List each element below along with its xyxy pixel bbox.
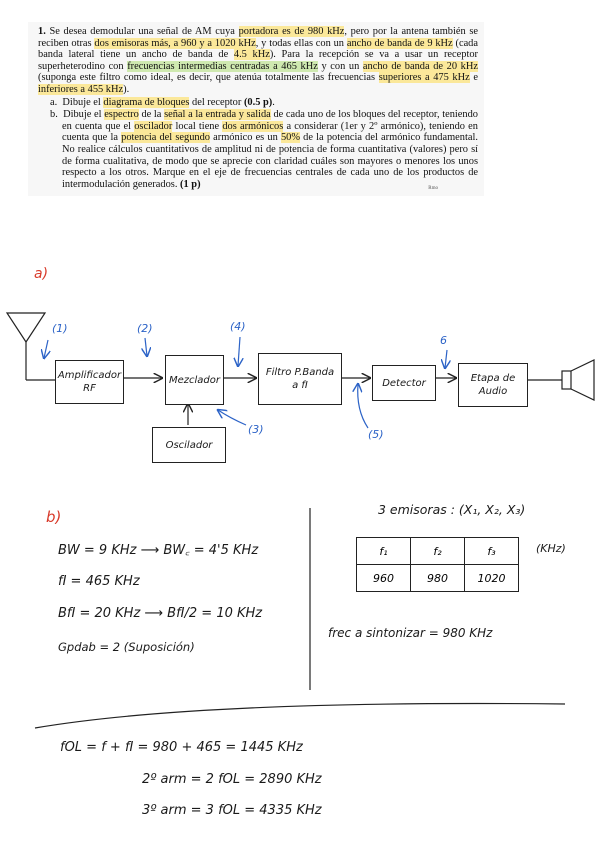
highlight: dos emisoras más, a 960 y a 1020 kHz: [94, 37, 256, 49]
calc-second-harmonic: 2º arm = 2 fOL = 2890 KHz: [142, 772, 322, 787]
table-cell: 1020: [465, 565, 519, 592]
block-bandpass-filter: [258, 353, 342, 405]
highlight: inferiores a 455 kHz: [38, 83, 124, 95]
signature: Rmo: [428, 185, 438, 191]
table-cell: 980: [411, 565, 465, 592]
test-point-1-arrow: [44, 340, 48, 358]
highlight: diagrama de bloques: [103, 96, 190, 108]
highlight: ancho de banda de 20 kHz: [362, 60, 478, 72]
block-rf-amplifier: Amplificador RF: [55, 360, 124, 404]
highlight: superiores a 475 kHz: [378, 72, 470, 84]
speaker-icon: [562, 360, 594, 400]
highlight: potencia del segundo: [121, 132, 210, 144]
highlight: portadora es de 980 kHz: [238, 26, 345, 37]
text: y con un: [321, 60, 360, 72]
table-header-cell: f₂: [411, 538, 465, 565]
text: ).: [123, 83, 130, 95]
equation-bandwidth: BW = 9 KHz ⟶ BW꜀ = 4'5 KHz: [58, 543, 259, 558]
text: (suponga este filtro como ideal, es decir, que atenúa totalmente las frecuencias: [38, 72, 376, 84]
question-label: a.: [50, 96, 58, 108]
calc-third-harmonic: 3º arm = 3 fOL = 4335 KHz: [142, 803, 322, 818]
horizontal-divider: [35, 704, 565, 729]
text: de cada uno de los bloques del receptor, teniendo en cuenta que el: [62, 109, 478, 132]
highlight: ancho de banda de 9 kHz: [346, 37, 453, 49]
test-point-5-arrow: [358, 384, 368, 428]
filter-label: Filtro P.Banda: [265, 367, 335, 378]
block-oscillator: Oscilador: [152, 427, 226, 463]
test-point-2-label: (2): [137, 322, 153, 335]
points: (0.5 p): [243, 96, 273, 108]
question-a: a. Dibuje el diagrama de bloques del receptor (0.5 p).: [50, 96, 275, 108]
highlight: 50%: [280, 132, 300, 144]
block-mixer: Mezclador: [165, 355, 224, 405]
text: del receptor: [192, 96, 242, 108]
highlight: señal a la entrada y salida: [164, 109, 271, 121]
points: (1 p): [180, 178, 201, 190]
stations-label: 3 emisoras : (X₁, X₂, X₃): [378, 502, 526, 517]
text: Dibuje el: [63, 109, 102, 121]
frequency-table: [356, 537, 519, 592]
test-point-4-arrow: [238, 337, 240, 366]
table-row: [357, 565, 519, 592]
question-label: b.: [50, 109, 58, 121]
text: Se desea demodular una señal de AM cuya: [49, 26, 235, 37]
table-row: [357, 538, 519, 565]
test-point-3-label: (3): [248, 423, 264, 436]
table-cell: 960: [357, 565, 411, 592]
table-unit: (KHz): [536, 542, 566, 555]
equation-if-bandwidth: BfI = 20 KHz ⟶ BfI/2 = 10 KHz: [58, 606, 263, 621]
highlight: 4.5 kHz: [233, 49, 270, 61]
equation-gain: Gpdab = 2 (Suposición): [58, 640, 195, 654]
table-header-cell: f₃: [465, 538, 519, 565]
test-point-2-arrow: [145, 338, 147, 356]
text: de la potencia del armónico fundamental. No realice cálculos cuantitativos de amplitud ni de potencia de forma cuantitativa (valores) pero sí de forma cualitativa, de modo que se aprecie con claridad cuáles son mayores o menores los unos respecto a los otros. Marque en el eje de frecuencias centrales de cada uno de los productos de intermodulación generados.: [62, 132, 478, 190]
text: , pero por la antena también se reciben otras: [38, 26, 479, 49]
section-b-label: b): [46, 508, 62, 526]
block-detector: Detector: [372, 365, 436, 401]
test-point-3-arrow: [218, 410, 246, 425]
equation-if: fI = 465 KHz: [58, 574, 140, 589]
text: e: [473, 72, 478, 84]
table-header-cell: f₁: [357, 538, 411, 565]
highlight: frecuencias intermedias centradas a 465 kHz: [127, 60, 318, 72]
highlight: oscilador: [134, 120, 173, 132]
test-point-6-arrow: [445, 350, 447, 368]
tuning-frequency: frec a sintonizar = 980 KHz: [328, 626, 493, 640]
test-point-1-label: (1): [52, 322, 68, 335]
section-a-label: a): [34, 266, 49, 282]
text: local tiene: [175, 120, 220, 132]
text: ). Para la recepción se va a usar un receptor superheterodino con: [38, 49, 478, 72]
text: , y todas ellas con un: [255, 37, 345, 49]
text: de la: [141, 109, 162, 121]
text: (cada banda lateral tiene un ancho de banda de: [38, 37, 478, 61]
block-audio-stage: Etapa de Audio: [458, 363, 528, 407]
text: armónico es un: [213, 132, 278, 144]
highlight: dos armónicos: [222, 120, 284, 132]
test-point-4-label: (4): [230, 320, 246, 333]
highlight: espectro: [104, 109, 139, 121]
antenna-icon: [7, 313, 55, 380]
test-point-5-label: (5): [368, 428, 384, 441]
calc-local-oscillator: fOL = f + fI = 980 + 465 = 1445 KHz: [60, 740, 303, 755]
text: a considerar (1er y 2º armónico), teniendo en cuenta que la: [62, 120, 478, 144]
text: Dibuje el: [62, 96, 101, 108]
test-point-6-label: 6: [440, 334, 447, 347]
problem-number: 1.: [38, 26, 46, 37]
filter-label-if: a fI: [292, 380, 308, 391]
